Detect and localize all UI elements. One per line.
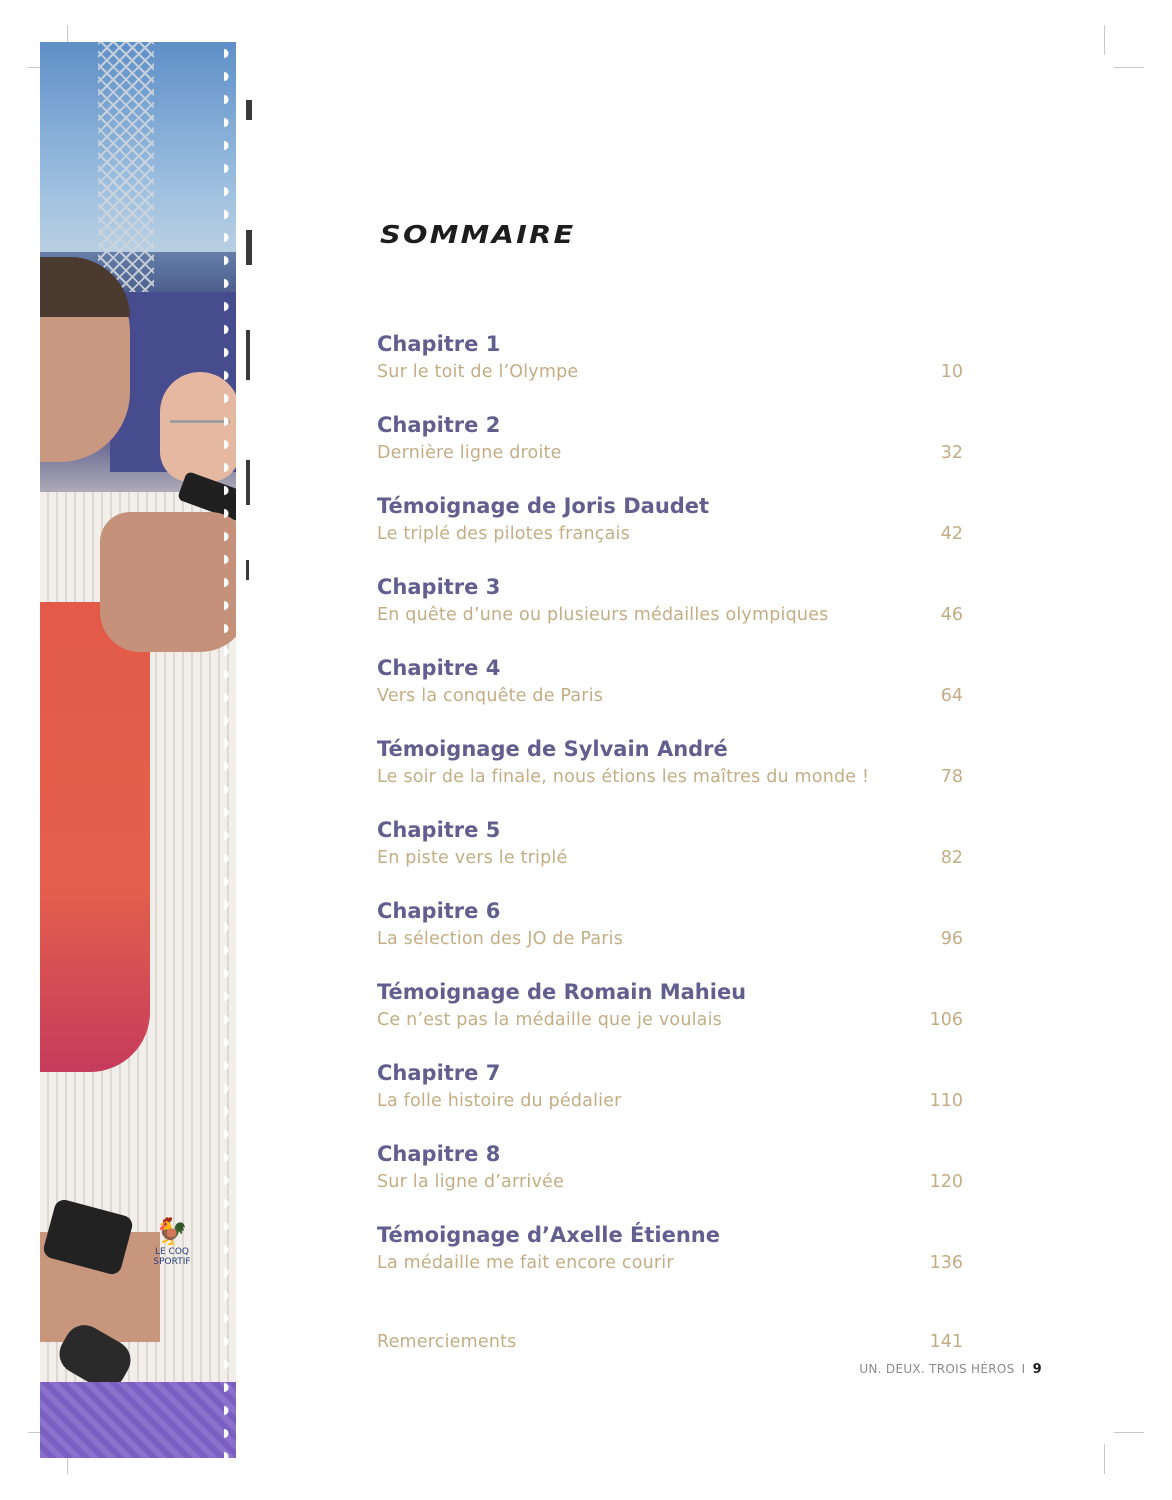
entry-heading: Chapitre 3	[377, 575, 501, 599]
toc-entry[interactable]	[377, 978, 963, 1059]
entry-page-number: 78	[940, 767, 963, 787]
entry-page-number: 120	[929, 1172, 963, 1192]
entry-subtitle: Vers la conquête de Paris	[377, 686, 604, 706]
hand	[100, 512, 236, 652]
toc-entry[interactable]	[377, 1140, 963, 1221]
cover-photo	[40, 42, 236, 1458]
acknowledgements-label: Remerciements	[377, 1332, 517, 1352]
entry-heading: Chapitre 5	[377, 818, 501, 842]
toc-entry[interactable]	[377, 1221, 963, 1302]
entry-heading: Chapitre 2	[377, 413, 501, 437]
toc-entry[interactable]	[377, 735, 963, 816]
entry-page-number: 42	[940, 524, 963, 544]
entry-heading: Chapitre 1	[377, 332, 501, 356]
entry-heading: Chapitre 4	[377, 656, 501, 680]
entry-heading: Témoignage de Joris Daudet	[377, 494, 710, 518]
entry-page-number: 32	[940, 443, 963, 463]
entry-page-number: 106	[929, 1010, 963, 1030]
entry-heading: Témoignage de Sylvain André	[377, 737, 728, 761]
entry-page-number: 64	[940, 686, 963, 706]
entry-heading: Témoignage d’Axelle Étienne	[377, 1223, 720, 1247]
toc-entry[interactable]	[377, 492, 963, 573]
page-title: SOMMAIRE	[380, 220, 576, 249]
entry-subtitle: En piste vers le triplé	[377, 848, 568, 868]
entry-subtitle: Sur la ligne d’arrivée	[377, 1172, 564, 1192]
entry-page-number: 46	[940, 605, 963, 625]
entry-subtitle: En quête d’une ou plusieurs médailles olympiques	[377, 605, 829, 625]
footer-separator: I	[1021, 1362, 1026, 1376]
entry-heading: Chapitre 7	[377, 1061, 501, 1085]
toc-entry[interactable]	[377, 330, 963, 411]
footer-book-title: UN. DEUX. TROIS HÉROS	[859, 1362, 1015, 1376]
toc-entry[interactable]	[377, 897, 963, 978]
toc-entry[interactable]	[377, 411, 963, 492]
crop-mark	[1104, 25, 1105, 55]
toc-entry[interactable]	[377, 816, 963, 897]
entry-subtitle: Dernière ligne droite	[377, 443, 562, 463]
entry-page-number: 10	[940, 362, 963, 382]
toc-entry[interactable]	[377, 654, 963, 735]
entry-subtitle: Le soir de la finale, nous étions les maîtres du monde !	[377, 767, 870, 787]
crop-mark	[1114, 1432, 1144, 1433]
entry-subtitle: Sur le toit de l’Olympe	[377, 362, 579, 382]
entry-page-number: 96	[940, 929, 963, 949]
entry-subtitle: La médaille me fait encore courir	[377, 1253, 674, 1273]
rooster-icon: 🐓	[155, 1217, 189, 1247]
table-of-contents	[377, 330, 963, 1368]
entry-heading: Chapitre 8	[377, 1142, 501, 1166]
toc-entry[interactable]	[377, 1059, 963, 1140]
entry-page-number: 136	[929, 1253, 963, 1273]
entry-subtitle: La folle histoire du pédalier	[377, 1091, 622, 1111]
page-footer	[859, 1362, 1042, 1377]
crop-mark	[1114, 67, 1144, 68]
entry-subtitle: Le triplé des pilotes français	[377, 524, 630, 544]
entry-page-number: 141	[929, 1332, 963, 1352]
footer-page-number: 9	[1032, 1362, 1042, 1377]
entry-subtitle: La sélection des JO de Paris	[377, 929, 624, 949]
crop-mark	[1104, 1444, 1105, 1474]
entry-page-number: 110	[929, 1091, 963, 1111]
entry-subtitle: Ce n’est pas la médaille que je voulais	[377, 1010, 722, 1030]
entry-heading: Chapitre 6	[377, 899, 501, 923]
brand-logo: 🐓 LE COQ SPORTIF	[142, 1217, 202, 1277]
entry-heading: Témoignage de Romain Mahieu	[377, 980, 747, 1004]
toc-entry[interactable]	[377, 573, 963, 654]
entry-page-number: 82	[940, 848, 963, 868]
